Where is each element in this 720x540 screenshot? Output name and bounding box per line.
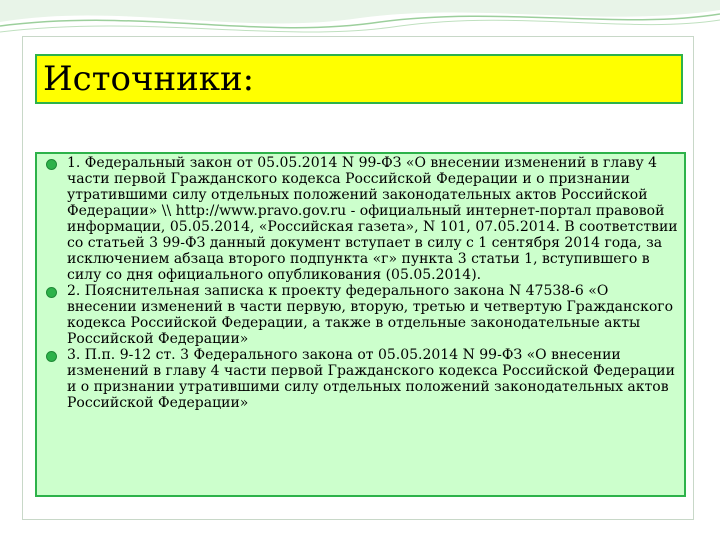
list-item-text: 1. Федеральный закон от 05.05.2014 N 99-ФЗ «О внесении изменений в главу 4 части первой Гражданского кодекса Российской Федерации и о признании утратившими силу отдельных положений законодательных актов Российской Федерации» \\ http://www.pravo.gov.ru - официальный интернет-портал правовой информации, 05.05.2014, «Российская газета», N 101, 07.05.2014. В соответствии со статьей 3 99-ФЗ данный документ вступает в силу с 1 сентября 2014 года, за исключением абзаца второго подпункта «г» пункта 3 статьи 1, вступившего в силу со дня официального опубликования (05.05.2014). [67,155,678,283]
bullet-icon [46,287,57,298]
slide-title: Источники: [43,59,255,99]
list-item [44,347,680,411]
list-item-text: 2. Пояснительная записка к проекту федерального закона N 47538-6 «О внесении изменений в части первую, вторую, третью и четвертую Гражданского кодекса Российской Федерации, а также в отдельные законодательные акты Российской Федерации» [67,283,674,347]
title-box [35,54,683,104]
bullet-icon [46,351,57,362]
bullet-list [44,155,680,411]
list-item-text: 3. П.п. 9-12 ст. 3 Федерального закона от 05.05.2014 N 99-ФЗ «О внесении изменений в главу 4 части первой Гражданского кодекса Российской Федерации и о признании утратившими силу отдельных положений законодательных актов Российской Федерации» [67,347,675,411]
list-item [44,155,680,283]
list-item [44,283,680,347]
bullet-icon [46,159,57,170]
content-box [35,152,686,497]
